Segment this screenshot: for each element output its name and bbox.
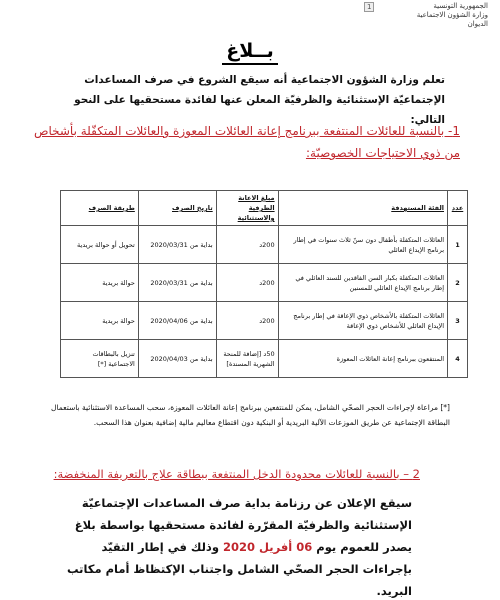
footnote: [*] مراعاة لإجراءات الحجر الصحّي الشامل، يمكن للمنتفعين ببرنامج إعانة العائلات المعوزة، سحب المساعدة الاستثنائية باستعمال البطاقة الإجتماعية عن طريق الموزعات الآلية البريدية أو البنكية دون اقتطاع معاليم مالية إضافية بعنوان هذا السحب. (51, 403, 450, 427)
table-row (61, 302, 468, 340)
cell-category: المنتفعون ببرنامج إعانة العائلات المعوزة (278, 340, 447, 378)
col-header-number: عدد (448, 191, 468, 226)
cell-number: 4 (448, 340, 468, 378)
cell-date: بداية من 2020/04/03 (138, 340, 216, 378)
table-header-row (61, 191, 468, 226)
intro-paragraph: تعلم وزارة الشؤون الاجتماعية أنه سيقع الشروع في صرف المساعدات الإجتماعيّة الإستثنائية والظرفيّة المعلن عنها لفائدة مستحقيها على النحو التالي: (74, 74, 445, 126)
col-header-amount: مبلغ الاعانة الظرفية والاستثنائية (216, 191, 278, 226)
beneficiaries-table (60, 190, 468, 378)
cell-category: العائلات المتكفلة بأطفال دون سنّ ثلاث سنوات في إطار برنامج الإيداع العائلي (278, 226, 447, 264)
section-2-text: 2 – بالنسبة للعائلات محدودة الدخل المنتفعة ببطاقة علاج بالتعريفة المنخفضة: (53, 467, 420, 481)
table-row (61, 340, 468, 378)
page-number: 1 (364, 2, 374, 12)
cell-number: 3 (448, 302, 468, 340)
cell-method: تحويل أو حوالة بريدية (61, 226, 139, 264)
cell-amount: 200د (216, 302, 278, 340)
cell-number: 1 (448, 226, 468, 264)
cell-amount: 50د [إضافة للمنحة الشهرية المسندة] (216, 340, 278, 378)
cell-date: بداية من 2020/03/31 (138, 226, 216, 264)
col-header-date: تاريخ الصرف (138, 191, 216, 226)
header-line-1: الجمهورية التونسية (433, 2, 488, 10)
title-underline (222, 63, 278, 65)
cell-method: حوالة بريدية (61, 264, 139, 302)
section-2-heading (40, 465, 420, 483)
cell-amount: 200د (216, 264, 278, 302)
cell-date: بداية من 2020/04/06 (138, 302, 216, 340)
col-header-method: طريقة الصرف (61, 191, 139, 226)
cell-date: بداية من 2020/03/31 (138, 264, 216, 302)
cell-number: 2 (448, 264, 468, 302)
ministry-header (417, 2, 488, 29)
table-row (61, 264, 468, 302)
section-1-heading (28, 120, 460, 164)
header-line-3: الديوان (467, 20, 488, 28)
section-1-text: 1- بالنسبة للعائلات المنتفعة ببرنامج إعانة العائلات المعوزة والعائلات المتكفّلة بأشخاص من ذوي الاحتياجات الخصوصيّة: (33, 124, 460, 160)
section-2-body-part-2: وذلك في إطار التقيّد بإجراءات الحجر الصحّي الشامل واجتناب الإكتظاظ أمام مكاتب البريد. (66, 540, 412, 598)
table-row (61, 226, 468, 264)
section-2-body-part-1: سيقع الإعلان عن رزنامة بداية صرف المساعدات الإجتماعيّة الإستثنائية والظرفيّة المقرّرة لفائدة مستحقيها بواسطة بلاغ يصدر للعموم يوم (74, 496, 412, 554)
page-title: بــلاغ (226, 40, 274, 62)
cell-method: تنزيل بالبطاقات الاجتماعية [*] (61, 340, 139, 378)
col-header-category: الفئة المستهدفة (278, 191, 447, 226)
cell-category: العائلات المتكفلة بكبار السن الفاقدين للسند العائلي في إطار برنامج الإيداع العائلي للمسنين (278, 264, 447, 302)
section-2-body (58, 492, 412, 600)
cell-method: حوالة بريدية (61, 302, 139, 340)
header-line-2: وزارة الشؤون الاجتماعية (416, 11, 488, 19)
cell-category: العائلات المتكفلة بالأشخاص ذوي الإعاقة في إطار برنامج الإيداع العائلي للأشخاص ذوي الإعاقة (278, 302, 447, 340)
cell-amount: 200د (216, 226, 278, 264)
announcement-date: 06 أفريل 2020 (223, 540, 313, 554)
